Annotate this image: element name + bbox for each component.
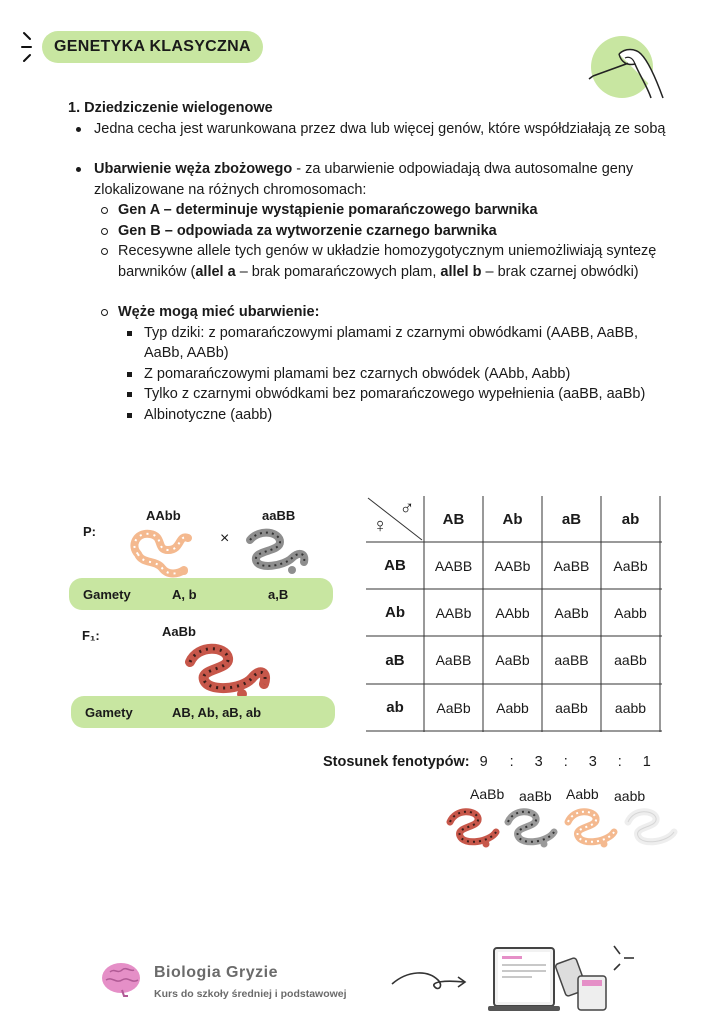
snake-wild-icon bbox=[182, 638, 272, 700]
allel-b-label: allel b bbox=[440, 263, 482, 280]
color-item-albino: Albinotyczne (aabb) bbox=[118, 405, 668, 426]
punnett-cell: AABb bbox=[494, 557, 531, 574]
punnett-cell: aaBb bbox=[614, 652, 647, 668]
punnett-cell: aaBB bbox=[554, 652, 589, 668]
snake-albino-icon bbox=[628, 812, 674, 842]
row-header-AB: AB bbox=[384, 557, 406, 574]
ratio-value: 3 bbox=[534, 754, 543, 770]
col-header-ab: ab bbox=[621, 510, 640, 528]
f1-genotype: AaBb bbox=[162, 624, 196, 639]
punnett-cell: aaBb bbox=[555, 699, 588, 716]
gametes-f1: AB, Ab, aB, ab bbox=[172, 705, 262, 720]
punnett-cell: AaBb bbox=[613, 557, 648, 574]
ratio-separator: : bbox=[563, 754, 568, 770]
phenotype-label: Aabb bbox=[566, 786, 599, 802]
punnett-cell: AaBb bbox=[436, 699, 471, 716]
col-header-AB: AB bbox=[442, 510, 465, 528]
col-header-aB: aB bbox=[561, 510, 582, 528]
male-symbol-icon: ♂ bbox=[399, 496, 415, 519]
content-section bbox=[68, 98, 668, 425]
brain-icon bbox=[100, 960, 142, 998]
punnett-cell: AABB bbox=[434, 557, 473, 574]
recessive-text-2: – brak pomarańczowych plam, bbox=[235, 263, 441, 280]
sparkle-lines-icon bbox=[20, 30, 42, 64]
ratio-separator: : bbox=[617, 754, 622, 770]
female-symbol-icon: ♀ bbox=[372, 514, 388, 537]
phenotype-snakes bbox=[446, 802, 686, 850]
ratio-separator: : bbox=[509, 754, 514, 770]
punnett-cell: AaBB bbox=[435, 652, 472, 668]
gametes-label-f1: Gamety bbox=[85, 705, 133, 720]
snake-orange-icon bbox=[126, 524, 196, 579]
curved-arrow-icon bbox=[388, 968, 470, 996]
cross-symbol: × bbox=[220, 530, 230, 547]
gametes-parent2: a,B bbox=[268, 587, 289, 602]
punnett-cell: AaBB bbox=[553, 557, 590, 574]
ratio-value: 9 bbox=[479, 754, 488, 770]
gene-a-item bbox=[94, 200, 668, 221]
brand-subtitle: Kurs do szkoły średniej i podstawowej bbox=[154, 988, 347, 1000]
gametes-label-p: Gamety bbox=[83, 587, 131, 602]
punnett-cell: aabb bbox=[614, 699, 647, 716]
f1-label: F₁: bbox=[82, 628, 100, 643]
corn-snake-bullet bbox=[68, 159, 668, 425]
snake-black-icon bbox=[240, 522, 310, 577]
color-item-black: Tylko z czarnymi obwódkami bez pomarańczowego wypełnienia (aaBB, aaBb) bbox=[118, 384, 668, 405]
p-label: P: bbox=[83, 524, 96, 539]
section-heading: 1. Dziedziczenie wielogenowe bbox=[68, 100, 273, 116]
laptop-phone-tablet-icon bbox=[488, 942, 638, 1014]
colors-item bbox=[94, 302, 668, 425]
parent1-genotype: AAbb bbox=[146, 508, 181, 523]
recessive-text-3: – brak czarnej obwódki) bbox=[481, 263, 639, 280]
brand-name: Biologia Gryzie bbox=[154, 964, 278, 981]
punnett-cell: AAbb bbox=[495, 604, 530, 621]
row-header-aB: aB bbox=[385, 651, 405, 669]
intro-bullet: Jedna cecha jest warunkowana przez dwa lub więcej genów, które współdziałają ze sobą bbox=[68, 119, 668, 140]
corn-snake-bold: Ubarwienie węża zbożowego bbox=[94, 161, 293, 177]
gene-b-text: Gen B – odpowiada za wytworzenie czarnego barwnika bbox=[118, 222, 497, 239]
colors-heading: Węże mogą mieć ubarwienie: bbox=[118, 304, 320, 320]
recessive-text-1: Recesywne allele tych genów w układzie homozygotycznym uniemożliwiają syntezę barwników ( bbox=[118, 243, 657, 280]
allel-a-label: allel a bbox=[195, 263, 236, 280]
snake-black-icon bbox=[508, 812, 554, 848]
snake-wild-icon bbox=[450, 812, 496, 848]
color-item-orange: Z pomarańczowymi plamami bez czarnych obwódek (AAbb, Aabb) bbox=[118, 364, 668, 385]
ratio-value: 3 bbox=[588, 754, 597, 770]
gene-a-text: Gen A – determinuje wystąpienie pomarańczowego barwnika bbox=[118, 202, 538, 218]
ratio-value: 1 bbox=[642, 754, 651, 770]
col-header-Ab: Ab bbox=[502, 510, 523, 528]
punnett-cell: AaBb bbox=[495, 652, 530, 668]
punnett-cell: AABb bbox=[435, 604, 472, 621]
parent2-genotype: aaBB bbox=[262, 508, 296, 523]
page-title: GENETYKA KLASYCZNA bbox=[42, 31, 263, 63]
color-item-wild: Typ dziki: z pomarańczowymi plamami z czarnymi obwódkami (AABB, AaBB, AaBb, AABb) bbox=[118, 323, 668, 364]
phenotype-label: AaBb bbox=[470, 786, 505, 802]
gene-b-item bbox=[94, 221, 668, 242]
corn-snake-text: - za ubarwienie odpowiadają dwa autosomalne geny zlokalizowane na różnych chromosomach: bbox=[94, 161, 634, 198]
punnett-square bbox=[366, 496, 662, 732]
phenotype-label: aaBb bbox=[519, 788, 552, 804]
row-header-ab: ab bbox=[386, 699, 404, 716]
phenotype-label: aabb bbox=[614, 788, 646, 804]
writing-hand-icon bbox=[585, 36, 667, 102]
snake-orange-icon bbox=[568, 812, 614, 848]
punnett-cell: Aabb bbox=[614, 604, 647, 621]
ratio-label: Stosunek fenotypów: bbox=[323, 754, 470, 770]
phenotype-ratio bbox=[323, 754, 656, 770]
punnett-cell: Aabb bbox=[496, 699, 529, 716]
row-header-Ab: Ab bbox=[385, 604, 405, 621]
gametes-parent1: A, b bbox=[172, 587, 197, 602]
recessive-item bbox=[94, 241, 668, 282]
punnett-cell: AaBb bbox=[554, 604, 589, 621]
